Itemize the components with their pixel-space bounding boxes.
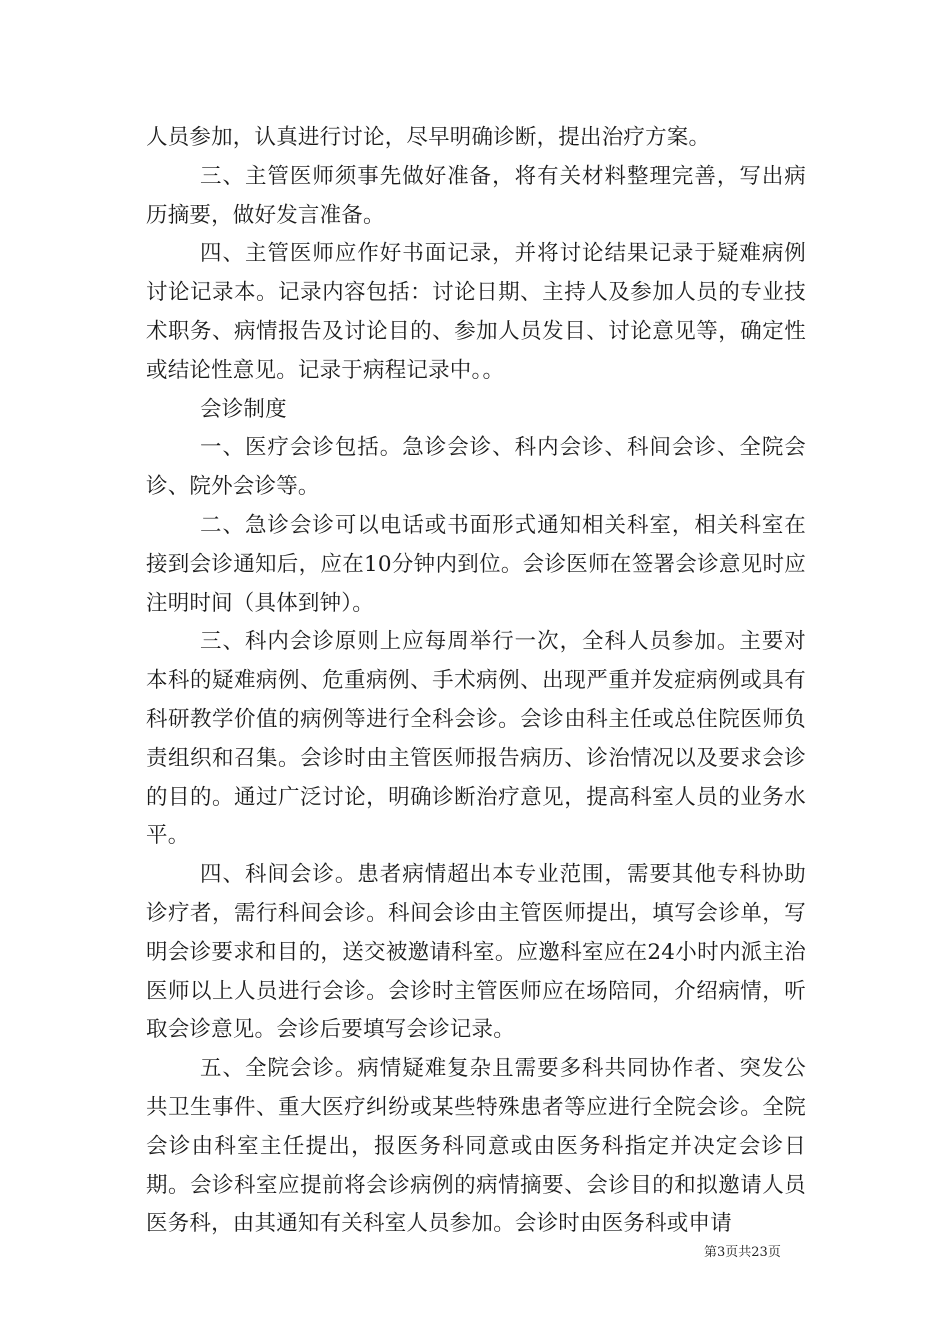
page-number-footer: 第3页共23页	[704, 1245, 781, 1260]
section-heading: 会诊制度	[200, 396, 287, 422]
paragraph-continuation: 人员参加，认真进行讨论，尽早明确诊断，提出治疗方案。	[146, 125, 711, 150]
paragraph-consult-types: 一、医疗会诊包括。急诊会诊、科内会诊、科间会诊、全院会诊、院外会诊等。	[146, 435, 806, 500]
paragraph-department-consult: 三、科内会诊原则上应每周举行一次，全科人员参加。主要对本科的疑难病例、危重病例、手术病例、出现严重并发症病例或具有科研教学价值的病例等进行全科会诊。会诊由科主任或总住院医师负责组织和召集。会诊时由主管医师报告病历、诊治情况以及要求会诊的目的。通过广泛讨论，明确诊断治疗意见，提高科室人员的业务水平。	[146, 629, 806, 849]
paragraph-hospital-wide-consult: 五、全院会诊。病情疑难复杂且需要多科共同协作者、突发公共卫生事件、重大医疗纠纷或某些特殊患者等应进行全院会诊。全院会诊由科室主任提出，报医务科同意或由医务科指定并决定会诊日期。会诊科室应提前将会诊病例的病情摘要、会诊目的和拟邀请人员医务科，由其通知有关科室人员参加。会诊时由医务科或申请	[146, 1056, 806, 1237]
document-body	[146, 119, 806, 1244]
paragraph-item-4-records: 四、主管医师应作好书面记录，并将讨论结果记录于疑难病例讨论记录本。记录内容包括：讨论日期、主持人及参加人员的专业技术职务、病情报告及讨论目的、参加人员发目、讨论意见等，确定性或结论性意见。记录于病程记录中。。	[146, 241, 806, 383]
paragraph-item-3-preparation: 三、主管医师须事先做好准备，将有关材料整理完善，写出病历摘要，做好发言准备。	[146, 163, 806, 228]
paragraph-emergency-consult: 二、急诊会诊可以电话或书面形式通知相关科室，相关科室在接到会诊通知后，应在10分钟内到位。会诊医师在签署会诊意见时应注明时间（具体到钟）。	[146, 512, 806, 616]
paragraph-interdepartment-consult: 四、科间会诊。患者病情超出本专业范围，需要其他专科协助诊疗者，需行科间会诊。科间会诊由主管医师提出，填写会诊单，写明会诊要求和目的，送交被邀请科室。应邀科室应在24小时内派主治医师以上人员进行会诊。会诊时主管医师应在场陪同，介绍病情，听取会诊意见。会诊后要填写会诊记录。	[146, 862, 806, 1043]
